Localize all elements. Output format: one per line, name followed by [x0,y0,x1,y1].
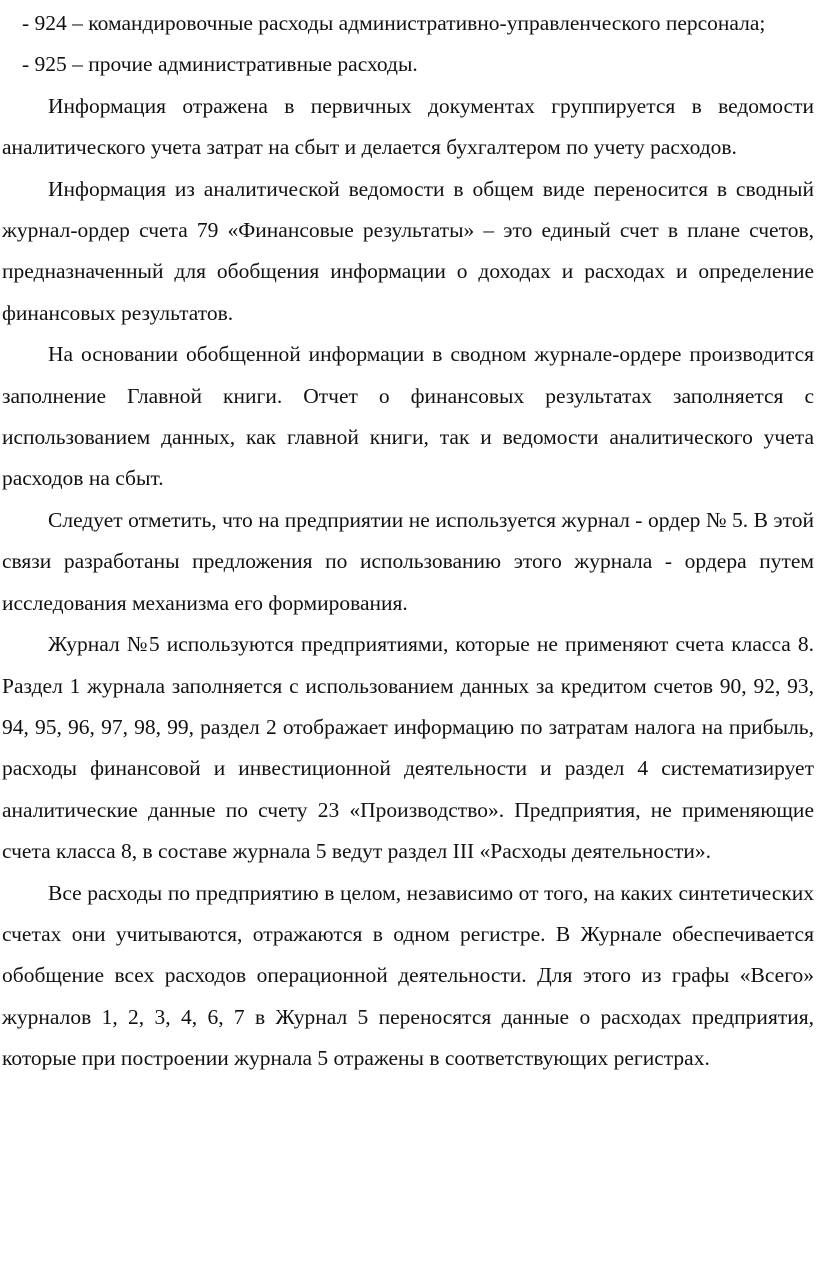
paragraph-journal-5-sections: Журнал №5 используются предприятиями, которые не применяют счета класса 8. Раздел 1 журнала заполняется с использованием данных за кредитом счетов 90, 92, 93, 94, 95, 96, 97, 98, 99, раздел 2 отображает информацию по затратам налога на прибыль, расходы финансовой и инвестиционной деятельности и раздел 4 систематизирует аналитические данные по счету 23 «Производство». Предприятия, не применяющие счета класса 8, в составе журнала 5 ведут раздел III «Расходы деятельности». [2,632,814,864]
paragraph-general-ledger: На основании обобщенной информации в сводном журнале-ордере производится заполнение Главной книги. Отчет о финансовых результатах заполняется с использованием данных, как главной книги, так и ведомости аналитического учета расходов на сбыт. [2,342,814,491]
list-item-925: - 925 – прочие административные расходы. [22,52,418,77]
list-item-924: - 924 – командировочные расходы административно-управленческого персонала; [22,11,766,35]
paragraph-analytical-statement: Информация из аналитической ведомости в общем виде переносится в сводный журнал-ордер счета 79 «Финансовые результаты» – это единый счет в плане счетов, предназначенный для обобщения информации о доходах и расходах и определение финансовых результатов. [2,176,814,325]
paragraph-all-expenses: Все расходы по предприятию в целом, независимо от того, на каких синтетических счетах они учитываются, отражаются в одном регистре. В Журнале обеспечивается обобщение всех расходов операционной деятельности. Для этого из графы «Всего» журналов 1, 2, 3, 4, 6, 7 в Журнал 5 переносятся данные о расходах предприятия, которые при построении журнала 5 отражены в соответствующих регистрах. [2,880,814,1071]
paragraph-primary-documents: Информация отражена в первичных документах группируется в ведомости аналитического учета затрат на сбыт и делается бухгалтером по учету расходов. [2,93,814,160]
paragraph-journal-order-5: Следует отметить, что на предприятии не используется журнал - ордер № 5. В этой связи разработаны предложения по использованию этого журнала - ордера путем исследования механизма его формирования. [2,507,814,615]
